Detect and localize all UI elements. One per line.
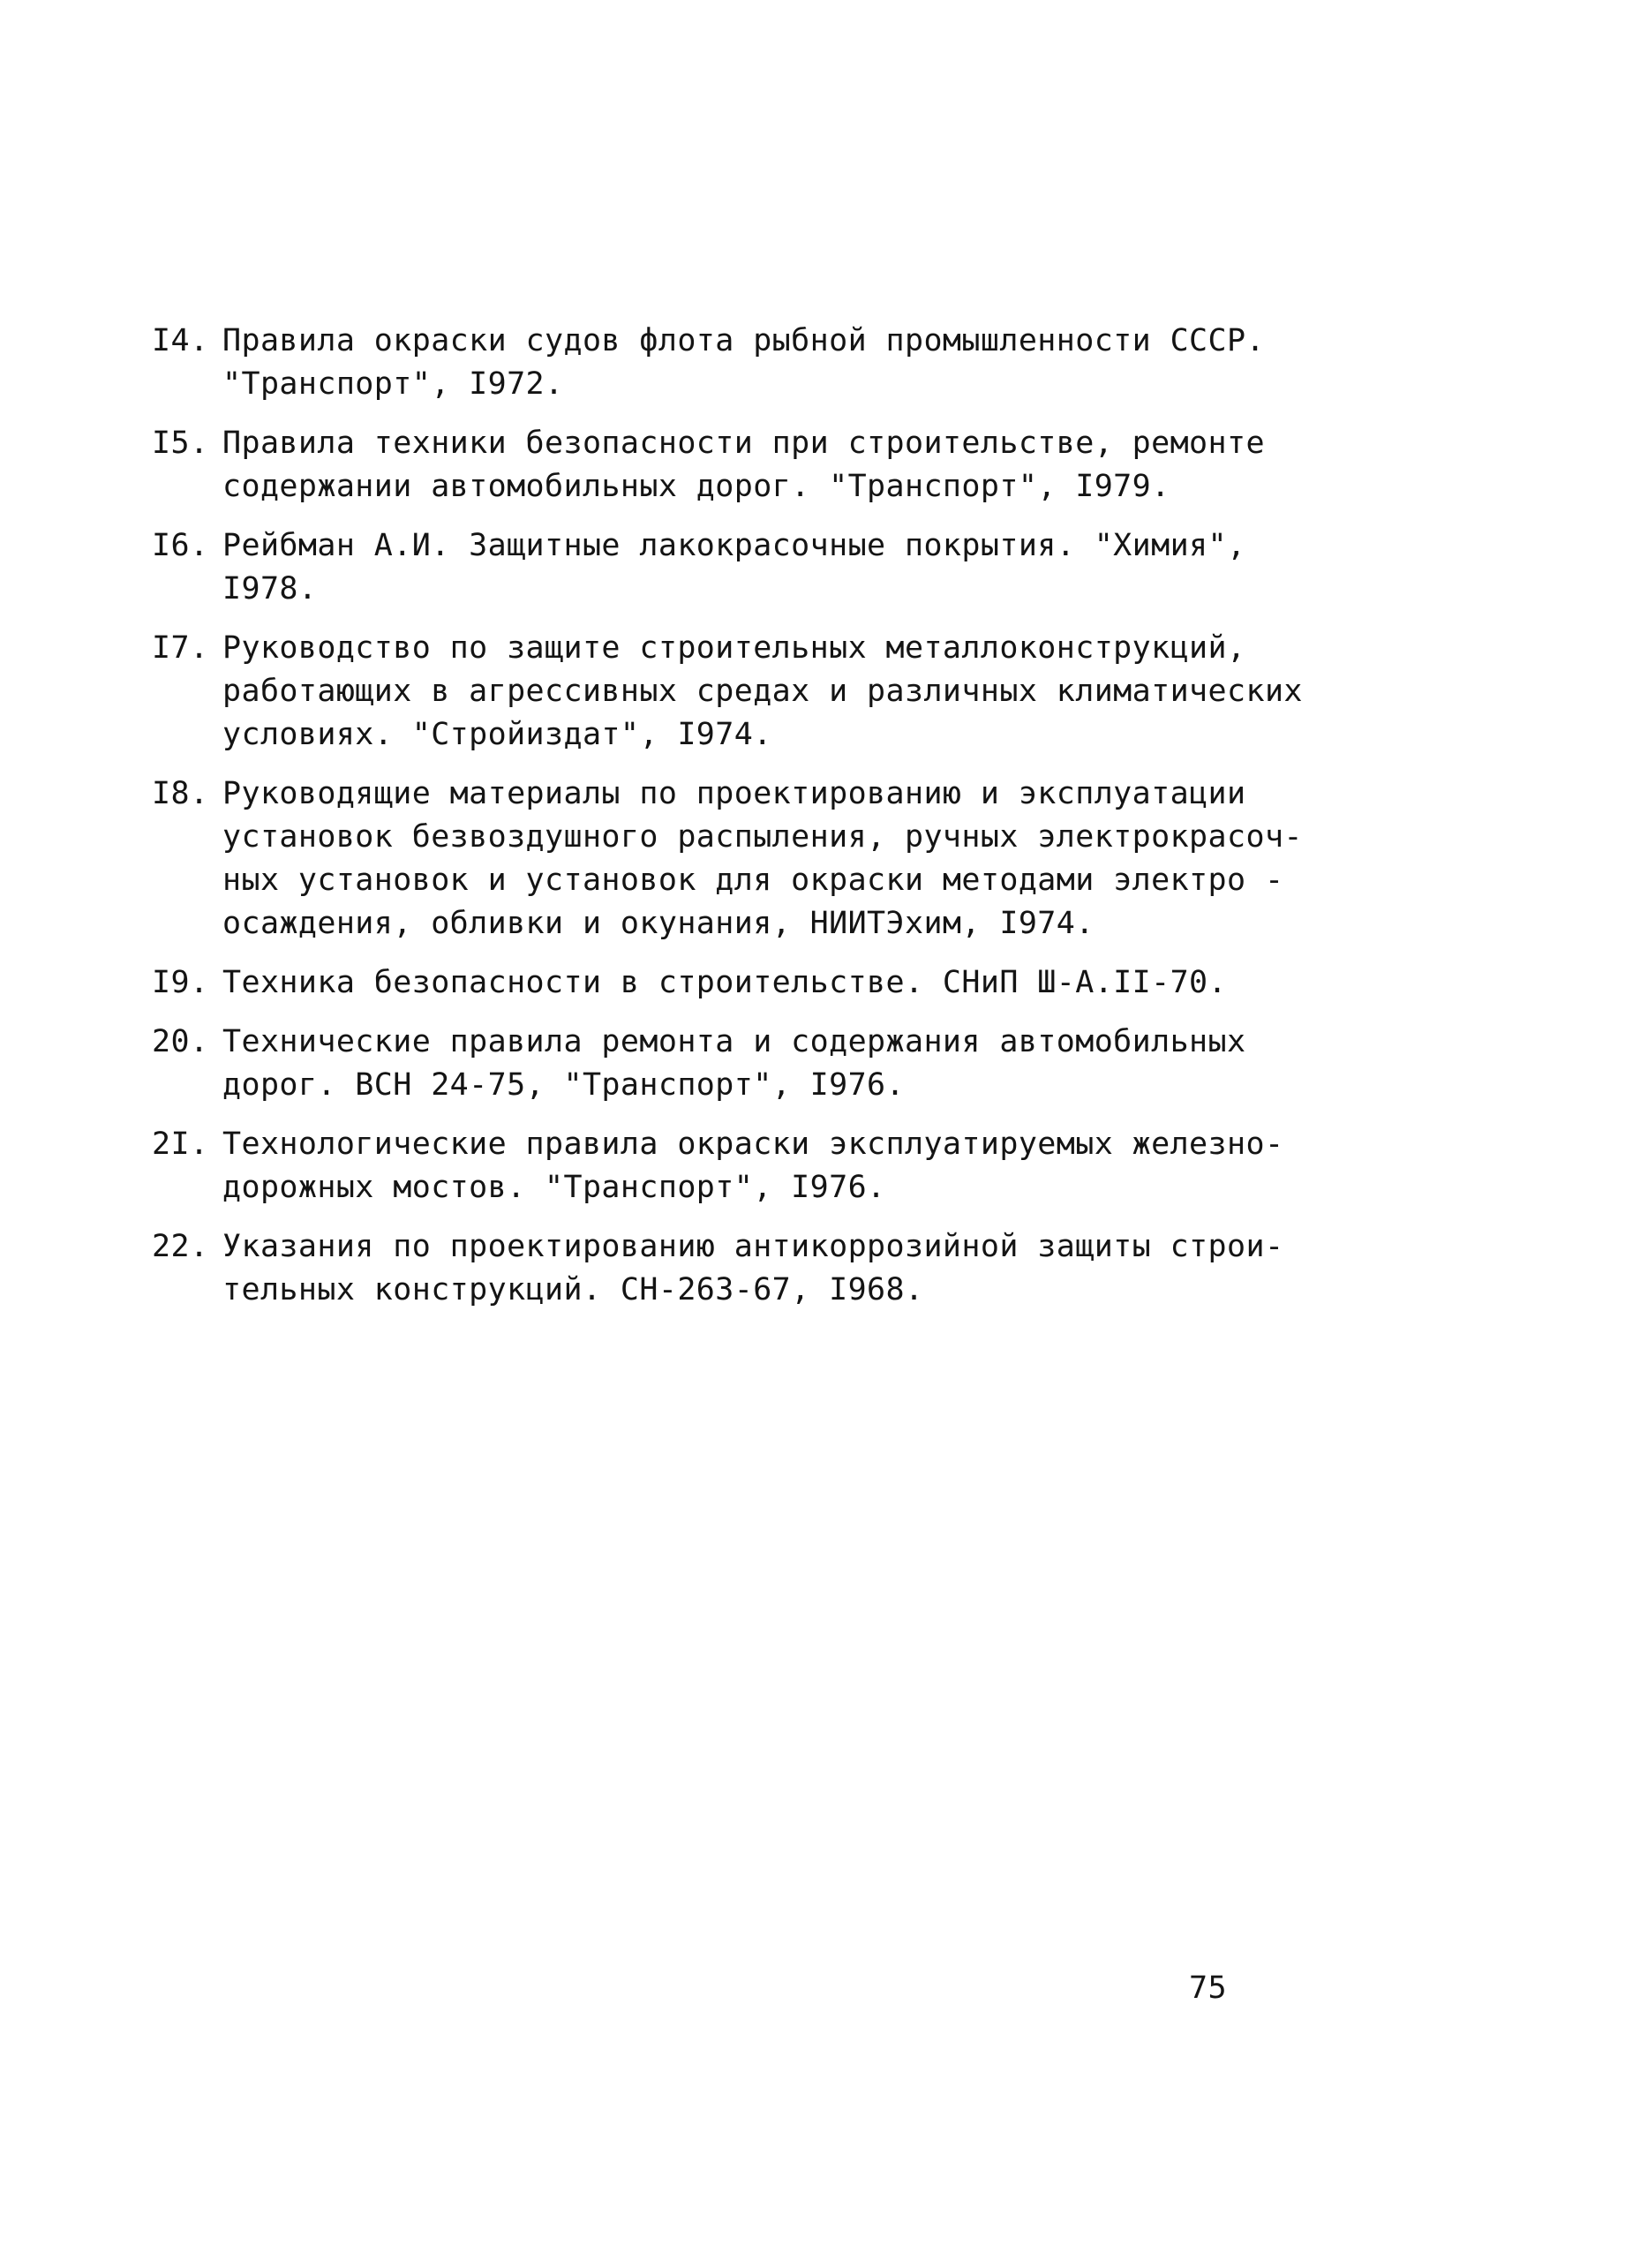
reference-line: Руководящие материалы по проектированию и эксплуатации: [222, 776, 1246, 811]
reference-line: работающих в агрессивных средах и различных климатических: [222, 674, 1303, 709]
reference-item: [152, 1123, 1284, 1209]
reference-number: I6.: [152, 528, 209, 563]
reference-text: [222, 320, 1265, 406]
reference-text: [222, 1123, 1283, 1209]
reference-number: I9.: [152, 965, 209, 1000]
reference-line: условиях. "Стройиздат", I974.: [222, 717, 772, 752]
reference-text: [222, 772, 1303, 946]
reference-text: [222, 1225, 1283, 1312]
reference-line: I978.: [222, 571, 318, 607]
reference-line: Технические правила ремонта и содержания автомобильных: [222, 1024, 1246, 1059]
reference-item: [152, 627, 1303, 757]
reference-line: установок безвоздушного распыления, ручных электрокрасоч-: [222, 819, 1303, 855]
reference-item: [152, 772, 1303, 946]
reference-line: Правила техники безопасности при строительстве, ремонте: [222, 426, 1265, 461]
reference-line: "Транспорт", I972.: [222, 366, 564, 402]
reference-number: I8.: [152, 776, 209, 811]
reference-number: I5.: [152, 426, 209, 461]
reference-item: [152, 320, 1264, 406]
reference-text: [222, 627, 1303, 757]
reference-item: [152, 1225, 1284, 1312]
reference-item: [152, 422, 1264, 509]
reference-item: [152, 524, 1264, 611]
reference-line: Указания по проектированию антикоррозийной защиты строи-: [222, 1229, 1284, 1264]
reference-line: Правила окраски судов флота рыбной промышленности СССР.: [222, 323, 1265, 358]
reference-list: [152, 320, 1303, 1328]
reference-item: [152, 1021, 1264, 1107]
reference-line: Технологические правила окраски эксплуатируемых железно-: [222, 1126, 1284, 1162]
reference-text: [222, 524, 1264, 611]
reference-line: Руководство по защите строительных металлоконструкций,: [222, 630, 1246, 666]
reference-item: [152, 961, 1264, 1005]
reference-number: 22.: [152, 1229, 209, 1264]
reference-line: содержании автомобильных дорог. "Транспорт", I979.: [222, 469, 1170, 504]
reference-number: I4.: [152, 323, 209, 358]
reference-line: тельных конструкций. СН-263-67, I968.: [222, 1272, 924, 1307]
reference-line: дорог. ВСН 24-75, "Транспорт", I976.: [222, 1067, 905, 1103]
reference-line: ных установок и установок для окраски методами электро -: [222, 863, 1284, 898]
reference-number: 20.: [152, 1024, 209, 1059]
page-number: 75: [1189, 1970, 1227, 2006]
reference-number: I7.: [152, 630, 209, 666]
reference-text: [222, 1021, 1264, 1107]
reference-text: [222, 961, 1264, 1005]
reference-number: 2I.: [152, 1126, 209, 1162]
reference-text: [222, 422, 1265, 509]
reference-line: Рейбман А.И. Защитные лакокрасочные покрытия. "Химия",: [222, 528, 1246, 563]
reference-line: Техника безопасности в строительстве. СНиП Ш-А.II-70.: [222, 965, 1228, 1000]
reference-line: осаждения, обливки и окунания, НИИТЭхим, I974.: [222, 906, 1095, 941]
reference-line: дорожных мостов. "Транспорт", I976.: [222, 1170, 886, 1205]
